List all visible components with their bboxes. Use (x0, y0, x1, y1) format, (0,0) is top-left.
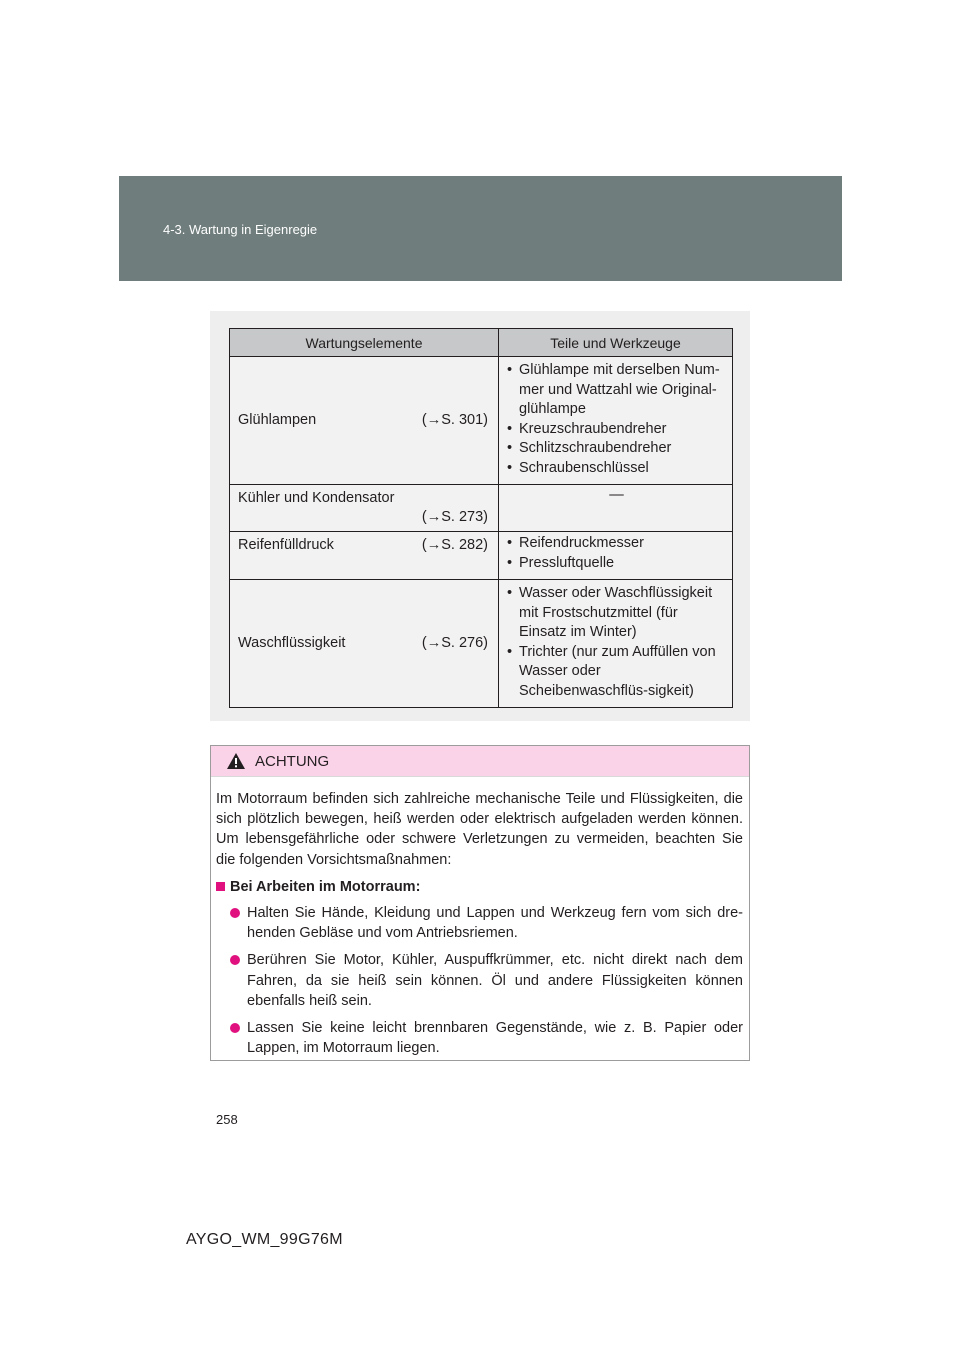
list-item: • Wasser oder Waschflüssigkeit mit Frostschutzmittel (für Einsatz im Winter) (507, 584, 726, 643)
page-reference: (→S. 273) (421, 509, 488, 525)
warning-box (210, 745, 750, 1061)
page-number: 258 (216, 1112, 238, 1127)
page-reference: (→S. 301) (421, 412, 488, 428)
warning-intro: Im Motorraum befinden sich zahlreiche mechanische Teile und Flüssigkeiten, die sich plötzlich bewegen, heiß werden oder elektrisch aufgeladen werden können. Um lebensgefährliche oder schwere Verletzungen zu vermeiden, beachten Sie die folgenden Vorsichtsmaßnahmen: (216, 791, 743, 868)
row-parts-cell (499, 580, 733, 708)
bullet-text: Lassen Sie keine leicht brennbaren Gegenstände, wie z. B. Papier oder Lappen, im Motorraum liegen. (247, 1020, 743, 1057)
row-parts-cell (499, 357, 733, 485)
row-item-name: Kühler und Kondensator (238, 490, 395, 506)
circle-bullet-icon (230, 908, 240, 918)
table-header-row (230, 329, 733, 357)
row-item-cell (230, 357, 499, 485)
warning-triangle-icon (226, 752, 246, 775)
row-item-cell (230, 532, 499, 580)
parts-list (507, 584, 726, 701)
row-item-name: Glühlampen (238, 412, 317, 428)
table-row (230, 580, 733, 708)
no-parts-dash: — (609, 487, 624, 503)
table-row (230, 485, 733, 532)
list-item (228, 950, 743, 1011)
circle-bullet-icon (230, 955, 240, 965)
list-item: • Schlitzschraubendreher (507, 439, 726, 459)
list-item: • Glühlampe mit derselben Num-mer und Wattzahl wie Original-glühlampe (507, 361, 726, 420)
warning-header (211, 746, 749, 777)
section-title: 4-3. Wartung in Eigenregie (163, 222, 318, 237)
column-header-items: Wartungselemente (230, 329, 499, 357)
bullet-text: Berühren Sie Motor, Kühler, Auspuffkrümmer, etc. nicht direkt nach dem Fahren, da sie heiß sein können. Öl und andere Flüssigkeiten können ebenfalls heiß sein. (247, 952, 743, 1009)
warning-body (211, 777, 749, 1058)
warning-title: ACHTUNG (255, 753, 330, 770)
page-reference: (→S. 282) (421, 537, 488, 553)
list-item: • Schraubenschlüssel (507, 459, 726, 479)
maintenance-table-panel (210, 311, 750, 721)
warning-subheading-text: Bei Arbeiten im Motorraum: (230, 878, 421, 895)
square-bullet-icon (216, 882, 225, 891)
maintenance-table (229, 328, 733, 708)
page-reference: (→S. 276) (421, 635, 488, 651)
parts-list (507, 534, 726, 573)
list-item: • Reifendruckmesser (507, 534, 726, 554)
list-item (228, 903, 743, 943)
row-item-cell (230, 485, 499, 532)
bullet-text: Halten Sie Hände, Kleidung und Lappen und Werkzeug fern vom sich dre-henden Gebläse und vom Antriebsriemen. (247, 905, 743, 942)
table-row (230, 357, 733, 485)
column-header-parts: Teile und Werkzeuge (499, 329, 733, 357)
list-item: • Kreuzschraubendreher (507, 420, 726, 440)
header-band (119, 176, 842, 281)
row-parts-cell (499, 485, 733, 532)
table-row (230, 532, 733, 580)
warning-subheading (216, 877, 743, 897)
list-item: • Trichter (nur zum Auffüllen von Wasser oder Scheibenwaschflüs-sigkeit) (507, 643, 726, 702)
row-item-name: Reifenfülldruck (238, 537, 334, 553)
row-item-name: Waschflüssigkeit (238, 635, 346, 651)
parts-list (507, 361, 726, 478)
row-item-cell (230, 580, 499, 708)
document-code: AYGO_WM_99G76M (186, 1231, 343, 1248)
list-item: • Pressluftquelle (507, 554, 726, 574)
list-item (228, 1018, 743, 1058)
circle-bullet-icon (230, 1023, 240, 1033)
row-parts-cell (499, 532, 733, 580)
warning-bullets (216, 903, 743, 1058)
